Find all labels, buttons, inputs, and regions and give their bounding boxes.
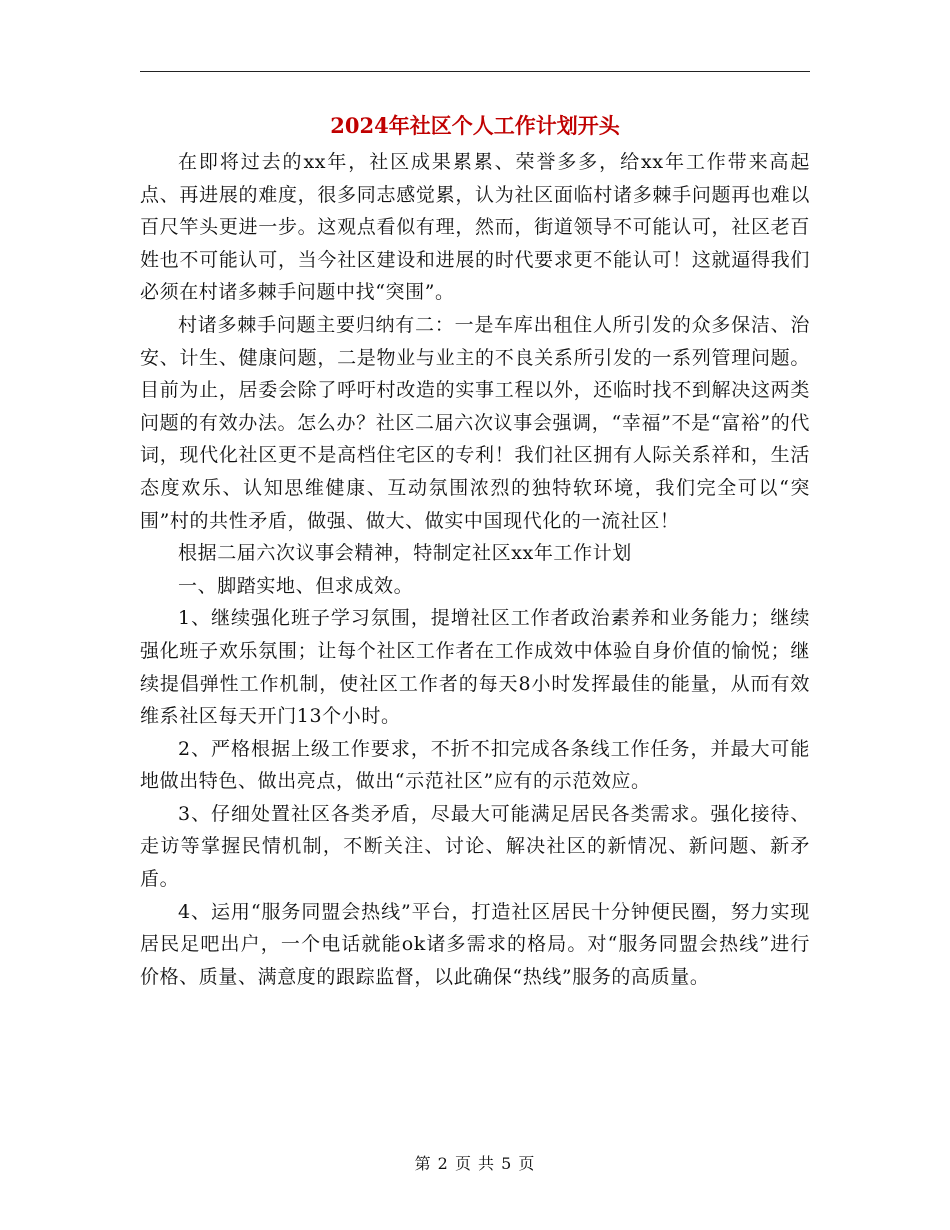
- paragraph: 在即将过去的xx年，社区成果累累、荣誉多多，给xx年工作带来高起点、再进展的难度，很多同志感觉累，认为社区面临村诸多棘手问题再也难以百尺竿头更进一步。这观点看似有理，然而，街道领导不可能认可，社区老百姓也不可能认可，当今社区建设和进展的时代要求更不能认可！这就逼得我们必须在村诸多棘手问题中找“突围”。: [140, 151, 810, 304]
- header-rule: [140, 71, 810, 72]
- list-item: 2、严格根据上级工作要求，不折不扣完成各条线工作任务，并最大可能地做出特色、做出亮点，做出“示范社区”应有的示范效应。: [140, 737, 810, 793]
- section-heading: 一、脚踏实地、但求成效。: [178, 574, 414, 597]
- page-number-footer: 第 2 页 共 5 页: [414, 1154, 536, 1173]
- list-item: 4、运用“服务同盟会热线”平台，打造社区居民十分钟便民圈，努力实现居民足吧出户，一个电话就能ok诸多需求的格局。对“服务同盟会热线”进行价格、质量、满意度的跟踪监督，以此确保“热线”服务的高质量。: [140, 900, 810, 988]
- paragraph: 根据二届六次议事会精神，特制定社区xx年工作计划: [178, 542, 632, 565]
- document-title: 2024年社区个人工作计划开头: [330, 113, 620, 138]
- paragraph: 村诸多棘手问题主要归纳有二：一是车库出租住人所引发的众多保洁、治安、计生、健康问题，二是物业与业主的不良关系所引发的一系列管理问题。目前为止，居委会除了呼吁村改造的实事工程以外，还临时找不到解决这两类问题的有效办法。怎么办？社区二届六次议事会强调，“幸福”不是“富裕”的代词，现代化社区更不是高档住宅区的专利！我们社区拥有人际关系祥和，生活态度欢乐、认知思维健康、互动氛围浓烈的独特软环境，我们完全可以“突围”村的共性矛盾，做强、做大、做实中国现代化的一流社区！: [140, 313, 810, 532]
- document-body: [140, 146, 810, 993]
- list-item: 3、仔细处置社区各类矛盾，尽最大可能满足居民各类需求。强化接待、走访等掌握民情机制，不断关注、讨论、解决社区的新情况、新问题、新矛盾。: [140, 802, 810, 891]
- list-item: 1、继续强化班子学习氛围，提增社区工作者政治素养和业务能力；继续强化班子欢乐氛围；让每个社区工作者在工作成效中体验自身价值的愉悦；继续提倡弹性工作机制，使社区工作者的每天8小时发挥最佳的能量，从而有效维系社区每天开门13个小时。: [140, 607, 810, 728]
